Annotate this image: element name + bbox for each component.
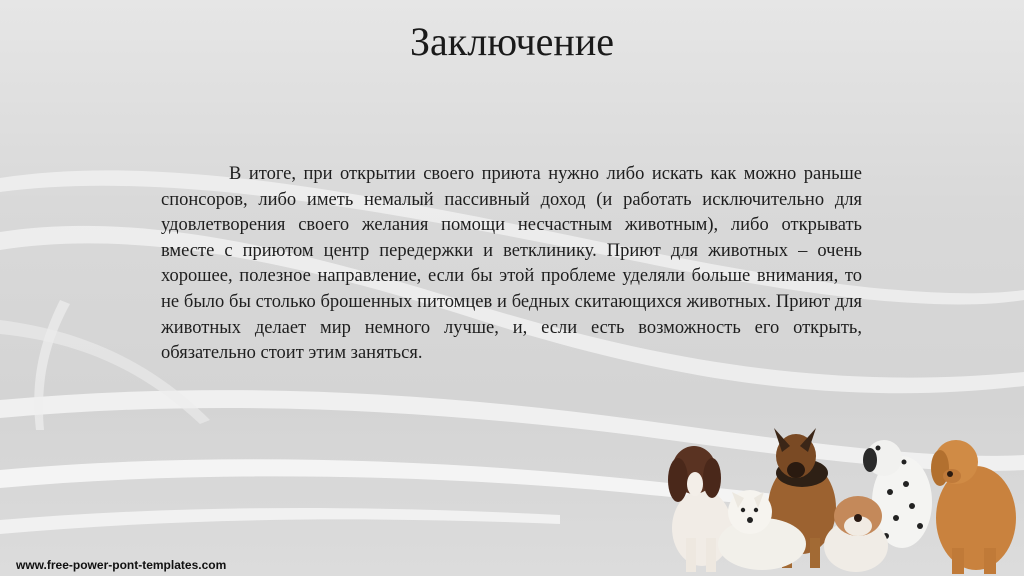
footer-website-url: www.free-power-pont-templates.com	[16, 558, 227, 572]
slide-body-text: В итоге, при открытии своего приюта нужно либо искать как можно раньше спонсоров, либо иметь немалый пассивный доход (и работать исключительно для удовлетворения своего желания помощи несчастным животным), либо открывать вместе с приютом центр передержки и ветклинику. Приют для животных – очень хорошее, полезное направление, если бы этой проблеме уделяли больше внимания, то не было бы столько брошенных питомцев и бедных скитающихся животных. Приют для животных делает мир немного лучше, и, если есть возможность его открыть, обязательно стоит этим заняться.	[161, 164, 862, 364]
dogs-image	[650, 418, 1024, 576]
swoosh-5	[0, 508, 560, 534]
retriever-dog	[931, 440, 1016, 574]
slide-title: Заключение	[410, 19, 614, 64]
